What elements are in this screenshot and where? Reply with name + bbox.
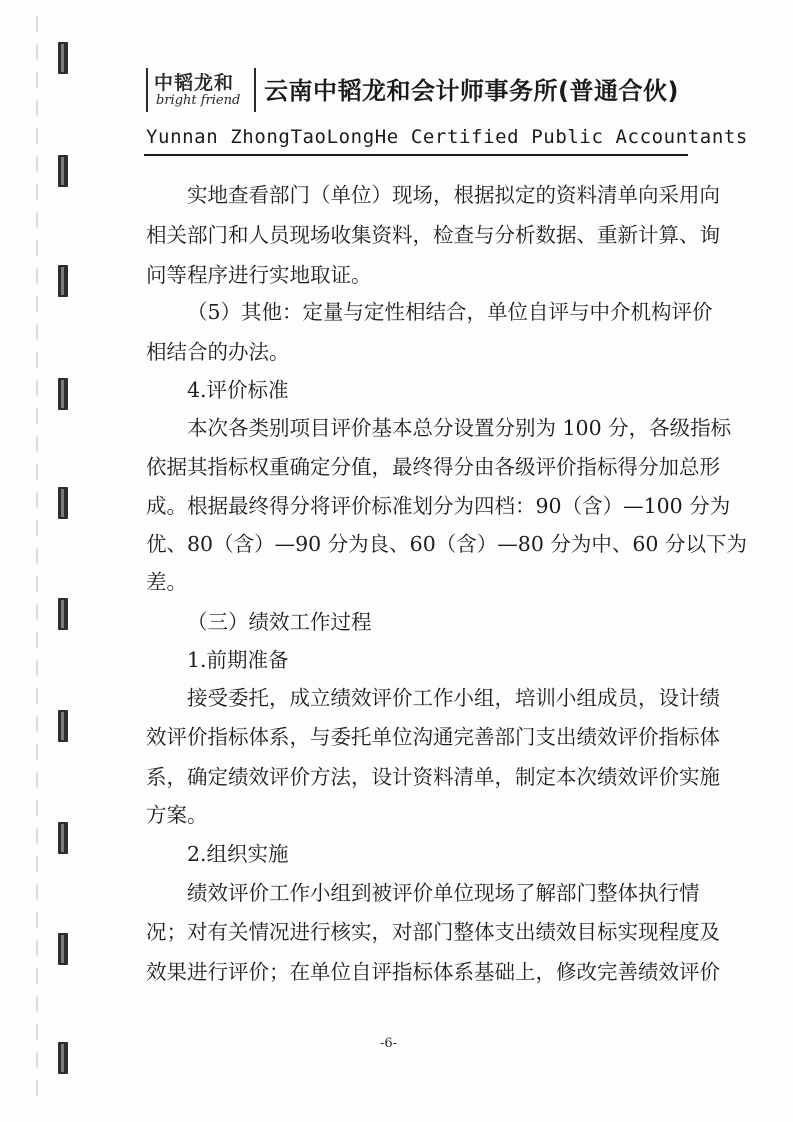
- text-line: 接受委托，成立绩效评价工作小组，培训小组成员，设计绩: [187, 686, 720, 710]
- text-line: 差。: [146, 570, 187, 594]
- firm-logo: [146, 68, 256, 110]
- text-line: 依据其指标权重确定分值，最终得分由各级评价指标得分加总形: [146, 455, 720, 479]
- text-line: 实地查看部门（单位）现场，根据拟定的资料清单向采用向: [187, 183, 720, 207]
- binding-hole: [58, 487, 68, 519]
- page-number: -6-: [380, 1036, 398, 1051]
- binding-hole: [58, 265, 68, 297]
- section-heading: （三）绩效工作过程: [187, 610, 372, 634]
- text-line: （5）其他：定量与定性相结合，单位自评与中介机构评价: [187, 300, 713, 324]
- binding-hole: [58, 42, 68, 74]
- section-heading: 2.组织实施: [187, 842, 289, 866]
- text-line: 相结合的办法。: [146, 340, 290, 364]
- binding-hole: [58, 1042, 68, 1074]
- header-rule: [144, 154, 688, 156]
- text-line: 方案。: [146, 803, 208, 827]
- text-line: 效果进行评价；在单位自评指标体系基础上，修改完善绩效评价: [146, 960, 720, 984]
- binding-hole: [58, 822, 68, 854]
- binding-hole: [58, 155, 68, 187]
- text-line: 成。根据最终得分将评价标准划分为四档：90（含）—100 分为: [146, 494, 731, 518]
- logo-text-en: bright friend: [156, 93, 241, 108]
- binding-hole: [58, 710, 68, 742]
- section-heading: 4.评价标准: [187, 378, 289, 402]
- binding-hole: [58, 378, 68, 410]
- text-line: 系，确定绩效评价方法，设计资料清单，制定本次绩效评价实施: [146, 765, 720, 789]
- text-line: 优、80（含）—90 分为良、60（含）—80 分为中、60 分以下为: [146, 532, 747, 556]
- text-line: 效评价指标体系，与委托单位沟通完善部门支出绩效评价指标体: [146, 725, 720, 749]
- text-line: 况；对有关情况进行核实，对部门整体支出绩效目标实现程度及: [146, 920, 720, 944]
- text-line: 本次各类别项目评价基本总分设置分别为 100 分，各级指标: [187, 416, 732, 440]
- binding-hole: [58, 933, 68, 965]
- text-line: 相关部门和人员现场收集资料，检查与分析数据、重新计算、询: [146, 223, 720, 247]
- section-heading: 1.前期准备: [187, 648, 289, 672]
- text-line: 绩效评价工作小组到被评价单位现场了解部门整体执行情: [187, 881, 700, 905]
- logo-text-cn: 中韬龙和: [154, 72, 235, 94]
- firm-name-en: Yunnan ZhongTaoLongHe Certified Public Accountants: [146, 126, 748, 148]
- text-line: 问等程序进行实地取证。: [146, 263, 372, 287]
- scan-edge-marks: [36, 10, 38, 1100]
- binding-hole: [58, 598, 68, 630]
- firm-name-cn: 云南中韬龙和会计师事务所(普通合伙): [264, 77, 679, 105]
